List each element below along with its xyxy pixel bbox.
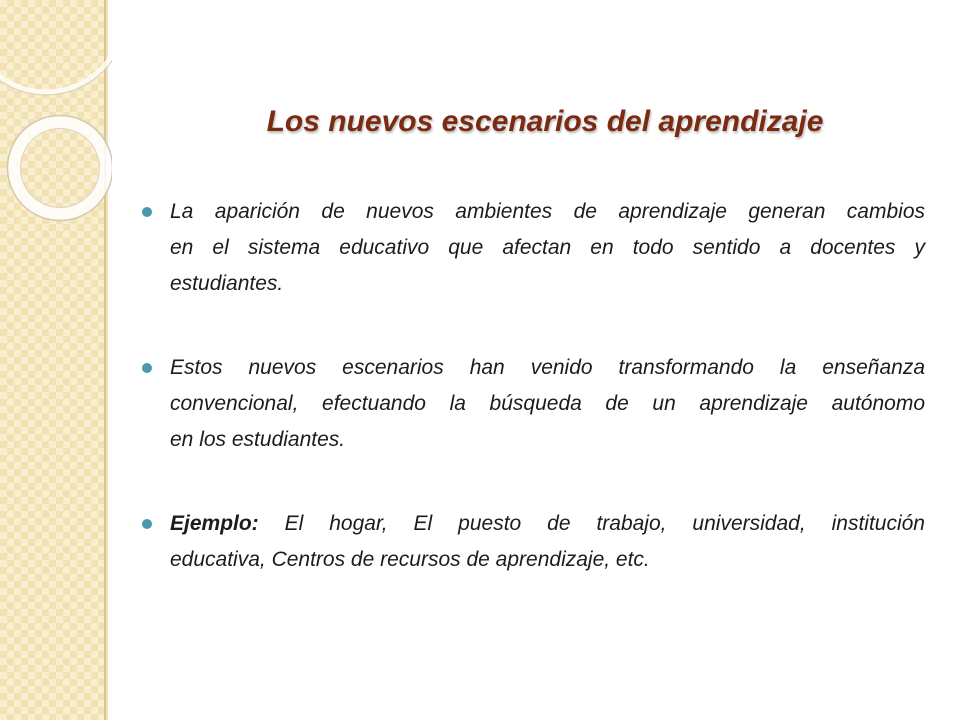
bullet-line [170,506,925,542]
bullet-line: La aparición de nuevos ambientes de aprendizaje generan cambios [170,200,925,223]
bullet-line: en el sistema educativo que afectan en todo sentido a docentes y [170,236,925,259]
example-label: Ejemplo: [170,512,259,535]
bullet-line: en los estudiantes. [170,428,346,451]
bullet-line: Estos nuevos escenarios han venido transformando la enseñanza [170,356,925,379]
bullet-item [170,506,925,578]
ring-decoration-icon [0,0,112,260]
bullet-dot-icon [142,207,152,217]
slide-title: Los nuevos escenarios del aprendizaje [266,105,824,138]
bullet-dot-icon [142,363,152,373]
bullet-item [170,350,925,458]
bullet-item [170,194,925,302]
bullet-line: educativa, Centros de recursos de aprendizaje, etc. [170,548,650,571]
bullet-line: estudiantes. [170,272,284,295]
bullet-line: convencional, efectuando la búsqueda de un aprendizaje autónomo [170,392,925,415]
bullet-line-text: El hogar, El puesto de trabajo, universidad, institución [284,512,925,535]
bullet-dot-icon [142,519,152,529]
